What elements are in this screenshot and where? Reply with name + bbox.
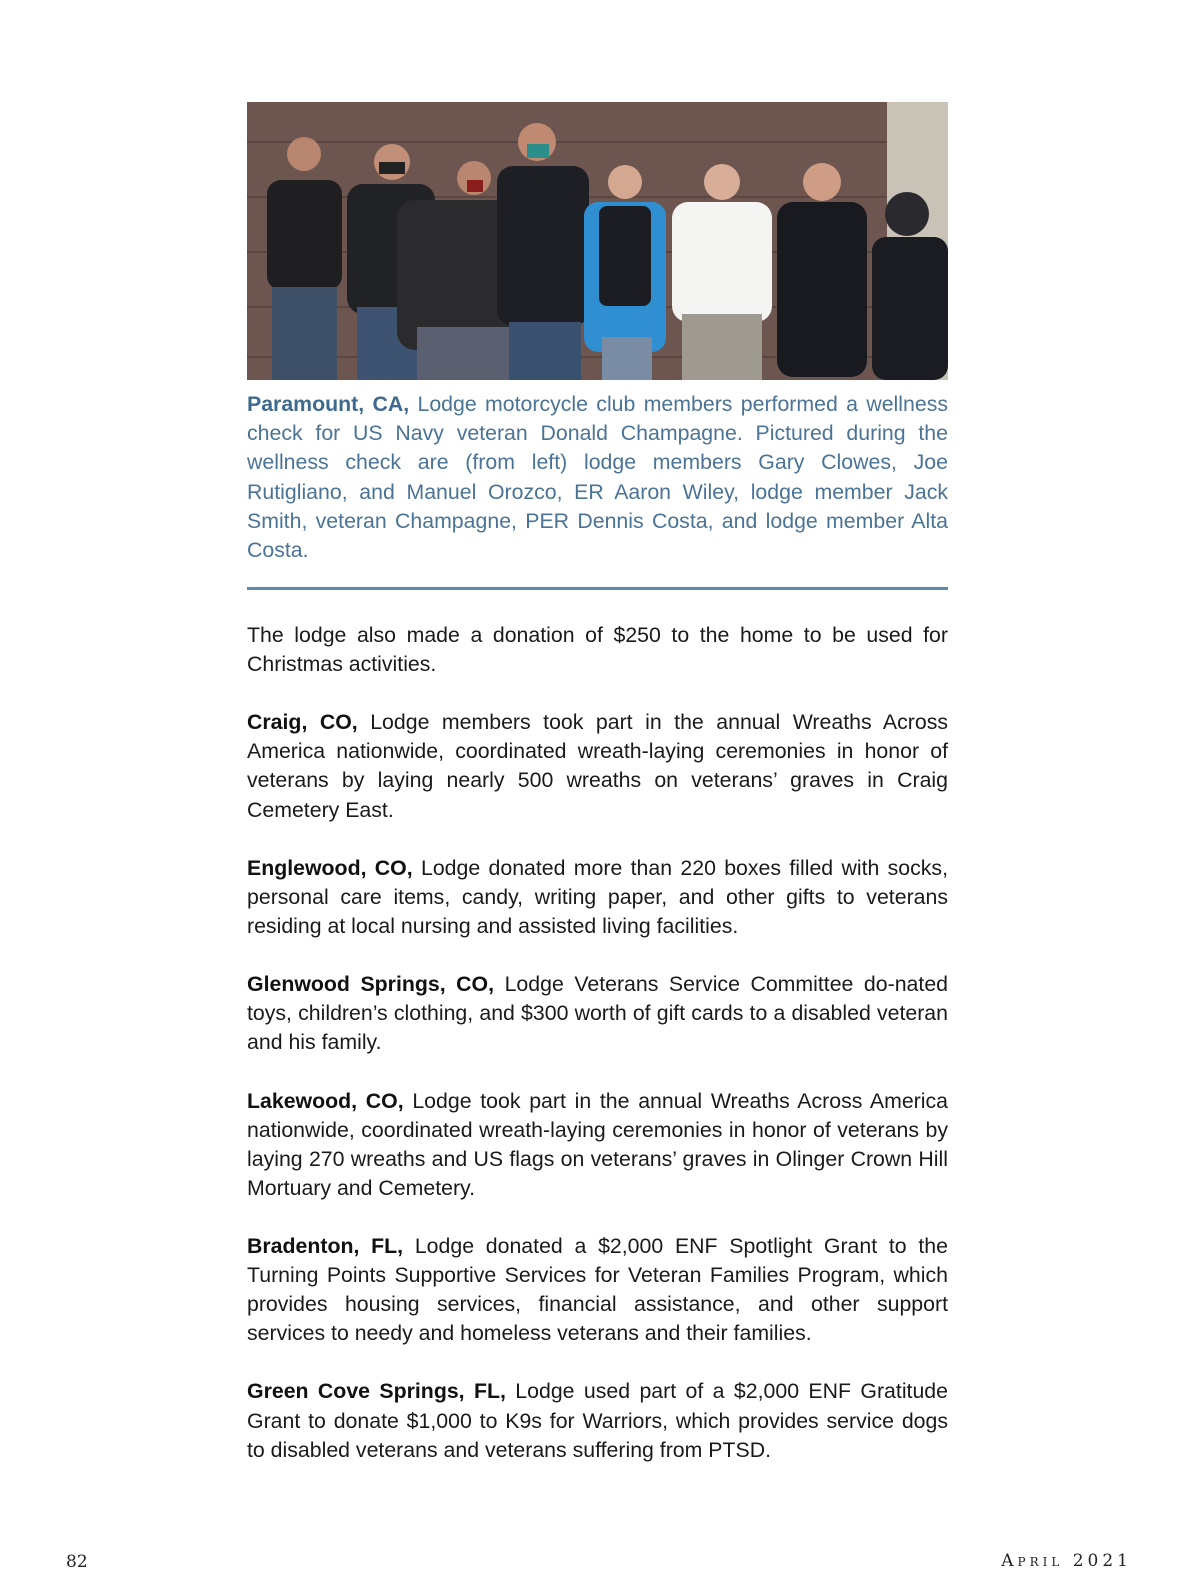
paragraph-location: Craig, CO, — [247, 710, 358, 735]
issue-date: April 2021 — [1001, 1551, 1132, 1571]
paragraph-text: The lodge also made a donation of $250 to the home to be used for Christmas activities. — [247, 623, 948, 677]
paragraph-text: Lodge Veterans Service Committee do-nated toys, children’s clothing, and $300 worth of gift cards to a disabled veteran and his family. — [247, 972, 949, 1055]
group-photo — [247, 102, 948, 380]
caption-divider — [247, 587, 948, 590]
paragraph-text: Lodge donated a $2,000 ENF Spotlight Grant to the Turning Points Supportive Services for Veteran Families Program, which provides housing services, financial assistance, and other support services to needy and homeless veterans and their families. — [247, 1233, 948, 1346]
paragraph — [247, 621, 948, 679]
paragraph — [247, 1087, 948, 1203]
paragraph-location: Bradenton, FL, — [247, 1233, 404, 1258]
paragraph-location: Englewood, CO, — [247, 855, 413, 880]
paragraph-text: Lodge donated more than 220 boxes filled with socks, personal care items, candy, writing paper, and other gifts to veterans residing at local nursing and assisted living facilities. — [247, 855, 948, 938]
paragraph — [247, 1232, 948, 1348]
paragraph-text: Lodge members took part in the annual Wreaths Across America nationwide, coordinated wreath-laying ceremonies in honor of veterans by laying nearly 500 wreaths on veterans’ graves in Craig Cemetery East. — [247, 710, 948, 822]
caption-text: Lodge motorcycle club members performed a wellness check for US Navy veteran Donald Champagne. Pictured during the wellness check are (from left) lodge members Gary Clowes, Joe Rutigliano, and Manuel Orozco, ER Aaron Wiley, lodge member Jack Smith, veteran Champagne, PER Dennis Costa, and lodge member Alta Costa. — [247, 392, 948, 563]
page-number: 82 — [66, 1552, 88, 1572]
paragraph — [247, 708, 948, 824]
paragraph-text: Lodge used part of a $2,000 ENF Gratitude Grant to donate $1,000 to K9s for Warriors, which provides service dogs to disabled veterans and veterans suffering from PTSD. — [247, 1379, 948, 1462]
paragraph-location: Green Cove Springs, FL, — [247, 1379, 506, 1404]
paragraph-text: Lodge took part in the annual Wreaths Across America nationwide, coordinated wreath-laying ceremonies in honor of veterans by laying 270 wreaths and US flags on veterans’ graves in Olinger Crown Hill Mortuary and Cemetery. — [247, 1088, 948, 1200]
photo-caption — [247, 390, 948, 565]
group-photo-illustration — [247, 102, 948, 380]
paragraph — [247, 1377, 948, 1464]
caption-location: Paramount, CA, — [247, 392, 410, 416]
paragraph-location: Glenwood Springs, CO, — [247, 972, 495, 997]
paragraph — [247, 854, 948, 941]
paragraph-location: Lakewood, CO, — [247, 1088, 404, 1113]
paragraph — [247, 970, 948, 1057]
article-body — [247, 621, 948, 1494]
